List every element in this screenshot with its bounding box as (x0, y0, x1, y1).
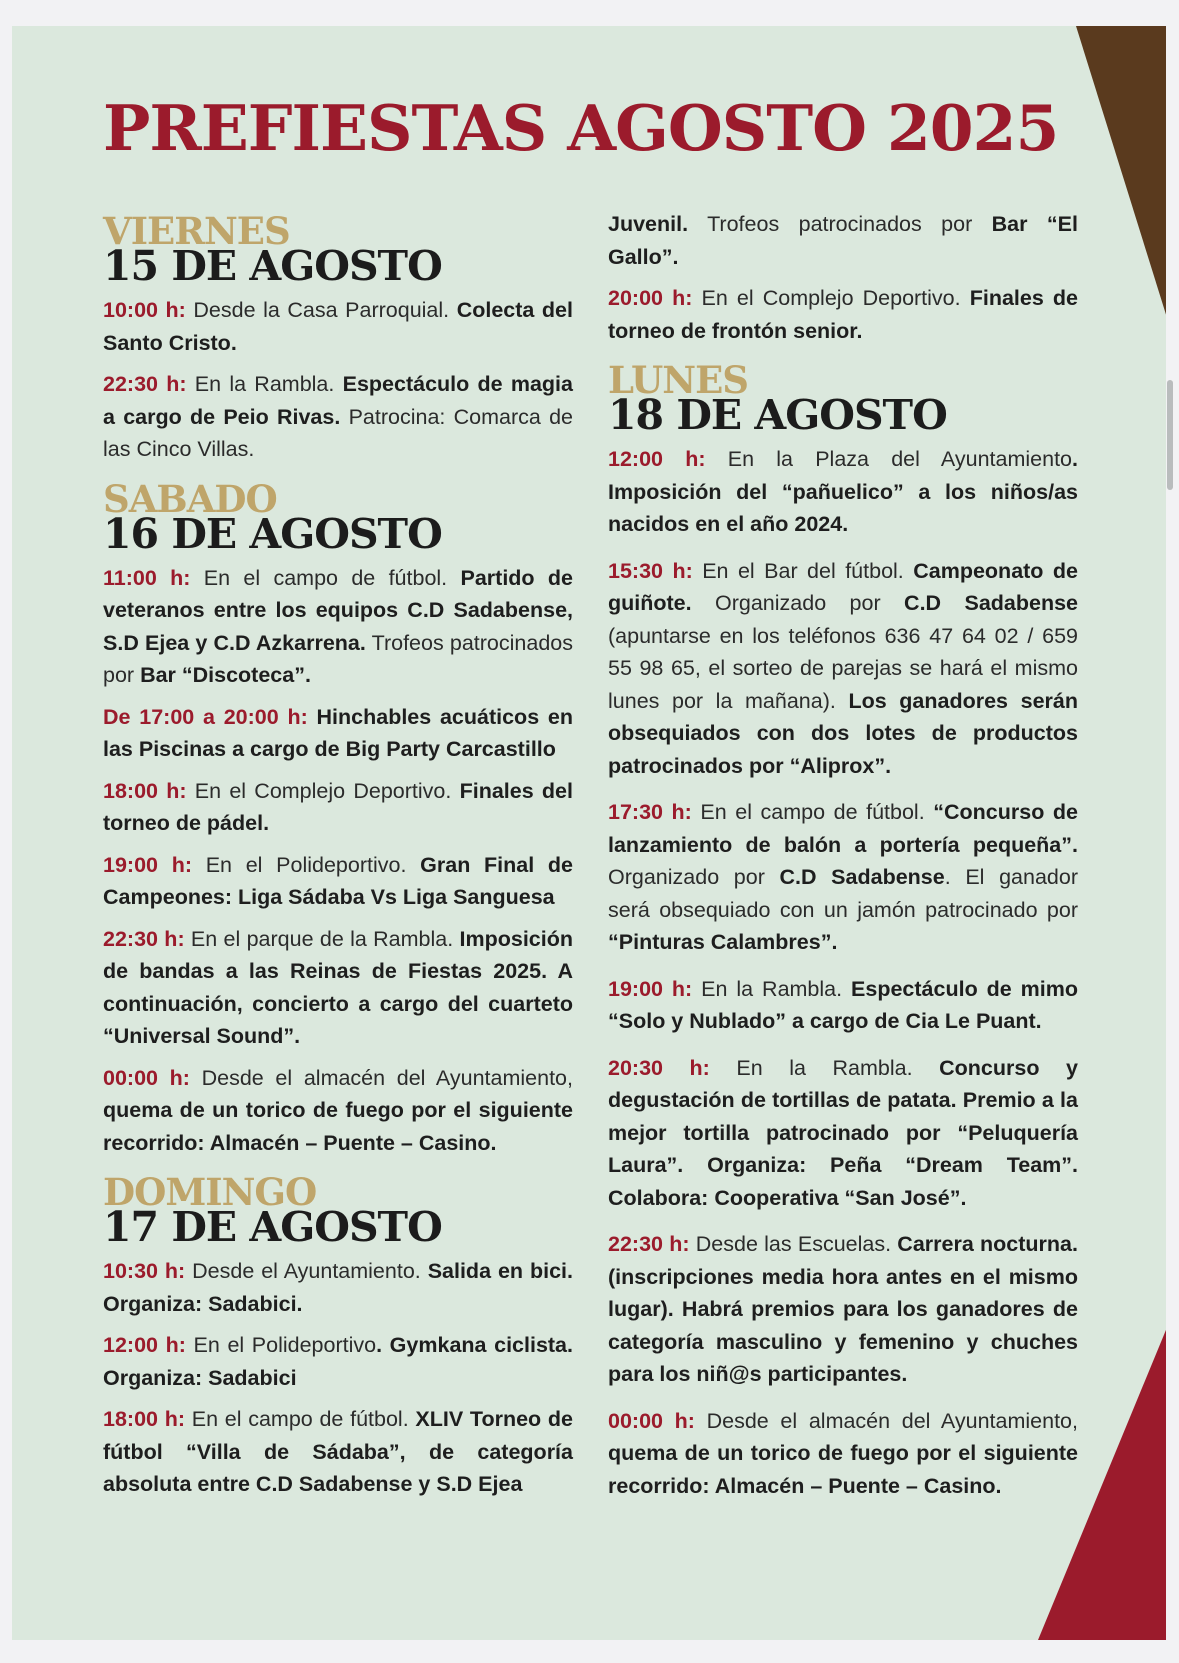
event-item: 22:30 h: En el parque de la Rambla. Imposición de bandas a las Reinas de Fiestas 2025. A continuación, concierto a cargo del cuarteto “Universal Sound”. (103, 926, 573, 1048)
weekday-label: LUNES (608, 358, 749, 402)
program-page (12, 26, 1166, 1640)
date-label: 18 DE AGOSTO (608, 391, 947, 439)
date-label: 17 DE AGOSTO (103, 1203, 442, 1251)
event-item: 18:00 h: En el campo de fútbol. XLIV Torneo de fútbol “Villa de Sádaba”, de categoría absoluta entre C.D Sadabense y S.D Ejea (103, 1407, 573, 1496)
event-item: 22:30 h: Desde las Escuelas. Carrera nocturna. (inscripciones media hora antes en el mismo lugar). Habrá premios para los ganadores de categoría masculino y femenino y chuches para los niñ@s participantes. (608, 1232, 1078, 1386)
day-header-15 (103, 209, 573, 290)
weekday-label: SABADO (103, 476, 277, 521)
event-item: 15:30 h: En el Bar del fútbol. Campeonato de guiñote. Organizado por C.D Sadabense (apuntarse en los teléfonos 636 47 64 02 / 659 55 98 65, el sorteo de parejas se hará el mismo lunes por la mañana). Los ganadores serán obsequiados con dos lotes de productos patrocinados por “Aliprox”. (608, 558, 1078, 778)
event-item: 22:30 h: En la Rambla. Espectáculo de magia a cargo de Peio Rivas. Patrocina: Comarca de las Cinco Villas. (103, 372, 573, 461)
vertical-scrollbar[interactable] (1167, 380, 1173, 490)
day-header-18 (608, 358, 1078, 439)
right-column (608, 208, 1078, 1516)
day-header-16 (103, 476, 573, 558)
event-item: 20:30 h: En la Rambla. Concurso y degustación de tortillas de patata. Premio a la mejor tortilla patrocinado por “Peluquería Laura”. Organiza: Peña “Dream Team”. Colabora: Cooperativa “San José”. (608, 1055, 1078, 1210)
event-item: 20:00 h: En el Complejo Deportivo. Finales de torneo de frontón senior. (608, 286, 1078, 343)
event-item: 12:00 h: En el Polideportivo. Gymkana ciclista. Organiza: Sadabici (103, 1333, 573, 1390)
day-header-17 (103, 1170, 573, 1251)
event-item: De 17:00 a 20:00 h: Hinchables acuáticos en las Piscinas a cargo de Big Party Carcastillo (103, 704, 573, 761)
weekday-label: VIERNES (103, 209, 290, 253)
event-item: 19:00 h: En el Polideportivo. Gran Final de Campeones: Liga Sádaba Vs Liga Sanguesa (103, 852, 573, 909)
event-item: 00:00 h: Desde el almacén del Ayuntamiento, quema de un torico de fuego por el siguiente recorrido: Almacén – Puente – Casino. (103, 1065, 573, 1155)
left-column (103, 209, 573, 1510)
event-item: 17:30 h: En el campo de fútbol. “Concurso de lanzamiento de balón a portería pequeña”. Organizado por C.D Sadabense. El ganador será obsequiado con un jamón patrocinado por “Pinturas Calambres”. (608, 800, 1078, 954)
event-item: 19:00 h: En la Rambla. Espectáculo de mimo “Solo y Nublado” a cargo de Cia Le Puant. (608, 976, 1078, 1033)
event-item: 11:00 h: En el campo de fútbol. Partido de veteranos entre los equipos C.D Sadabense, S.D Ejea y C.D Azkarrena. Trofeos patrocinados por Bar “Discoteca”. (103, 565, 573, 687)
brown-corner-decoration (1076, 26, 1166, 321)
weekday-label: DOMINGO (103, 1170, 317, 1214)
page-title: PREFIESTAS AGOSTO 2025 (103, 91, 1059, 165)
event-item: 10:30 h: Desde el Ayuntamiento. Salida en bici. Organiza: Sadabici. (103, 1259, 573, 1316)
event-item-continued: Juvenil. Trofeos patrocinados por Bar “El Gallo”. (608, 212, 1078, 269)
event-item: 10:00 h: Desde la Casa Parroquial. Colecta del Santo Cristo. (103, 298, 573, 355)
date-label: 15 DE AGOSTO (103, 242, 442, 290)
event-item: 00:00 h: Desde el almacén del Ayuntamiento, quema de un torico de fuego por el siguiente recorrido: Almacén – Puente – Casino. (608, 1408, 1078, 1498)
event-item: 18:00 h: En el Complejo Deportivo. Finales del torneo de pádel. (103, 778, 573, 835)
event-item: 12:00 h: En la Plaza del Ayuntamiento. Imposición del “pañuelico” a los niños/as nacidos en el año 2024. (608, 447, 1079, 536)
date-label: 16 DE AGOSTO (103, 509, 442, 558)
